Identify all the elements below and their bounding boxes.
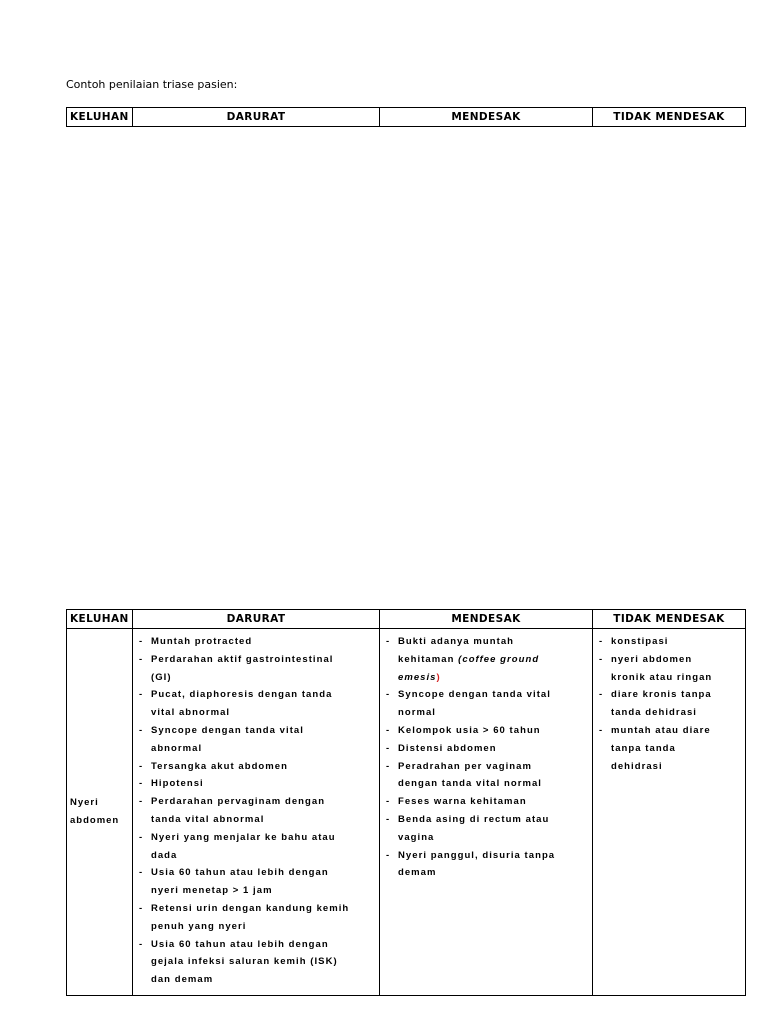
list-item: - Nyeri panggul, disuria tanpa demam (384, 847, 588, 883)
complaint-cell (67, 629, 133, 996)
document-caption: Contoh penilaian triase pasien: (66, 78, 238, 91)
darurat-cell (133, 629, 380, 996)
mendesak-list (380, 633, 592, 882)
list-item: - Hipotensi (137, 775, 375, 793)
list-item (384, 633, 588, 686)
header-keluhan: KELUHAN (67, 108, 133, 127)
italic-term: coffee ground (462, 653, 540, 665)
list-item: - Muntah protracted (137, 633, 375, 651)
italic-term: emesis (398, 671, 437, 683)
list-item: - Distensi abdomen (384, 740, 588, 758)
list-item: - muntah atau diare tanpa tanda dehidrasi (597, 722, 741, 775)
header-darurat: DARURAT (133, 108, 380, 127)
list-item: - Syncope dengan tanda vital normal (384, 686, 588, 722)
darurat-list (133, 633, 379, 989)
close-paren: ) (436, 671, 441, 683)
list-item: - Feses warna kehitaman (384, 793, 588, 811)
header-keluhan: KELUHAN (67, 610, 133, 629)
triage-table (66, 609, 746, 996)
list-item: - Retensi urin dengan kandung kemih penuh yang nyeri (137, 900, 375, 936)
list-item: - Peradrahan per vaginam dengan tanda vital normal (384, 758, 588, 794)
header-darurat: DARURAT (133, 610, 380, 629)
list-item: - Usia 60 tahun atau lebih dengan gejala infeksi saluran kemih (ISK) dan demam (137, 936, 375, 989)
tidak-mendesak-cell (593, 629, 746, 996)
header-row (67, 108, 746, 127)
complaint-line: Nyeri (70, 797, 99, 808)
header-tidak-mendesak: TIDAK MENDESAK (593, 610, 746, 629)
list-item: - Tersangka akut abdomen (137, 758, 375, 776)
list-item-text: Bukti adanya muntah kehitaman (398, 636, 515, 665)
complaint-line: abdomen (70, 815, 120, 826)
list-item: - Syncope dengan tanda vital abnormal (137, 722, 375, 758)
list-item: - Perdarahan aktif gastrointestinal (GI) (137, 651, 375, 687)
list-item: - Perdarahan pervaginam dengan tanda vital abnormal (137, 793, 375, 829)
header-mendesak: MENDESAK (380, 610, 593, 629)
list-item: - Nyeri yang menjalar ke bahu atau dada (137, 829, 375, 865)
list-item: - nyeri abdomen kronik atau ringan (597, 651, 741, 687)
mendesak-cell (380, 629, 593, 996)
italic-open-paren: ( (458, 653, 463, 665)
table-row (67, 629, 746, 996)
list-item: - Pucat, diaphoresis dengan tanda vital abnormal (137, 686, 375, 722)
list-item: - Usia 60 tahun atau lebih dengan nyeri menetap > 1 jam (137, 864, 375, 900)
list-item: - Benda asing di rectum atau vagina (384, 811, 588, 847)
list-item: - diare kronis tanpa tanda dehidrasi (597, 686, 741, 722)
header-table-top (66, 107, 746, 127)
header-row (67, 610, 746, 629)
header-tidak-mendesak: TIDAK MENDESAK (593, 108, 746, 127)
list-item: - konstipasi (597, 633, 741, 651)
list-item: - Kelompok usia > 60 tahun (384, 722, 588, 740)
tidak-mendesak-list (593, 633, 745, 775)
header-mendesak: MENDESAK (380, 108, 593, 127)
